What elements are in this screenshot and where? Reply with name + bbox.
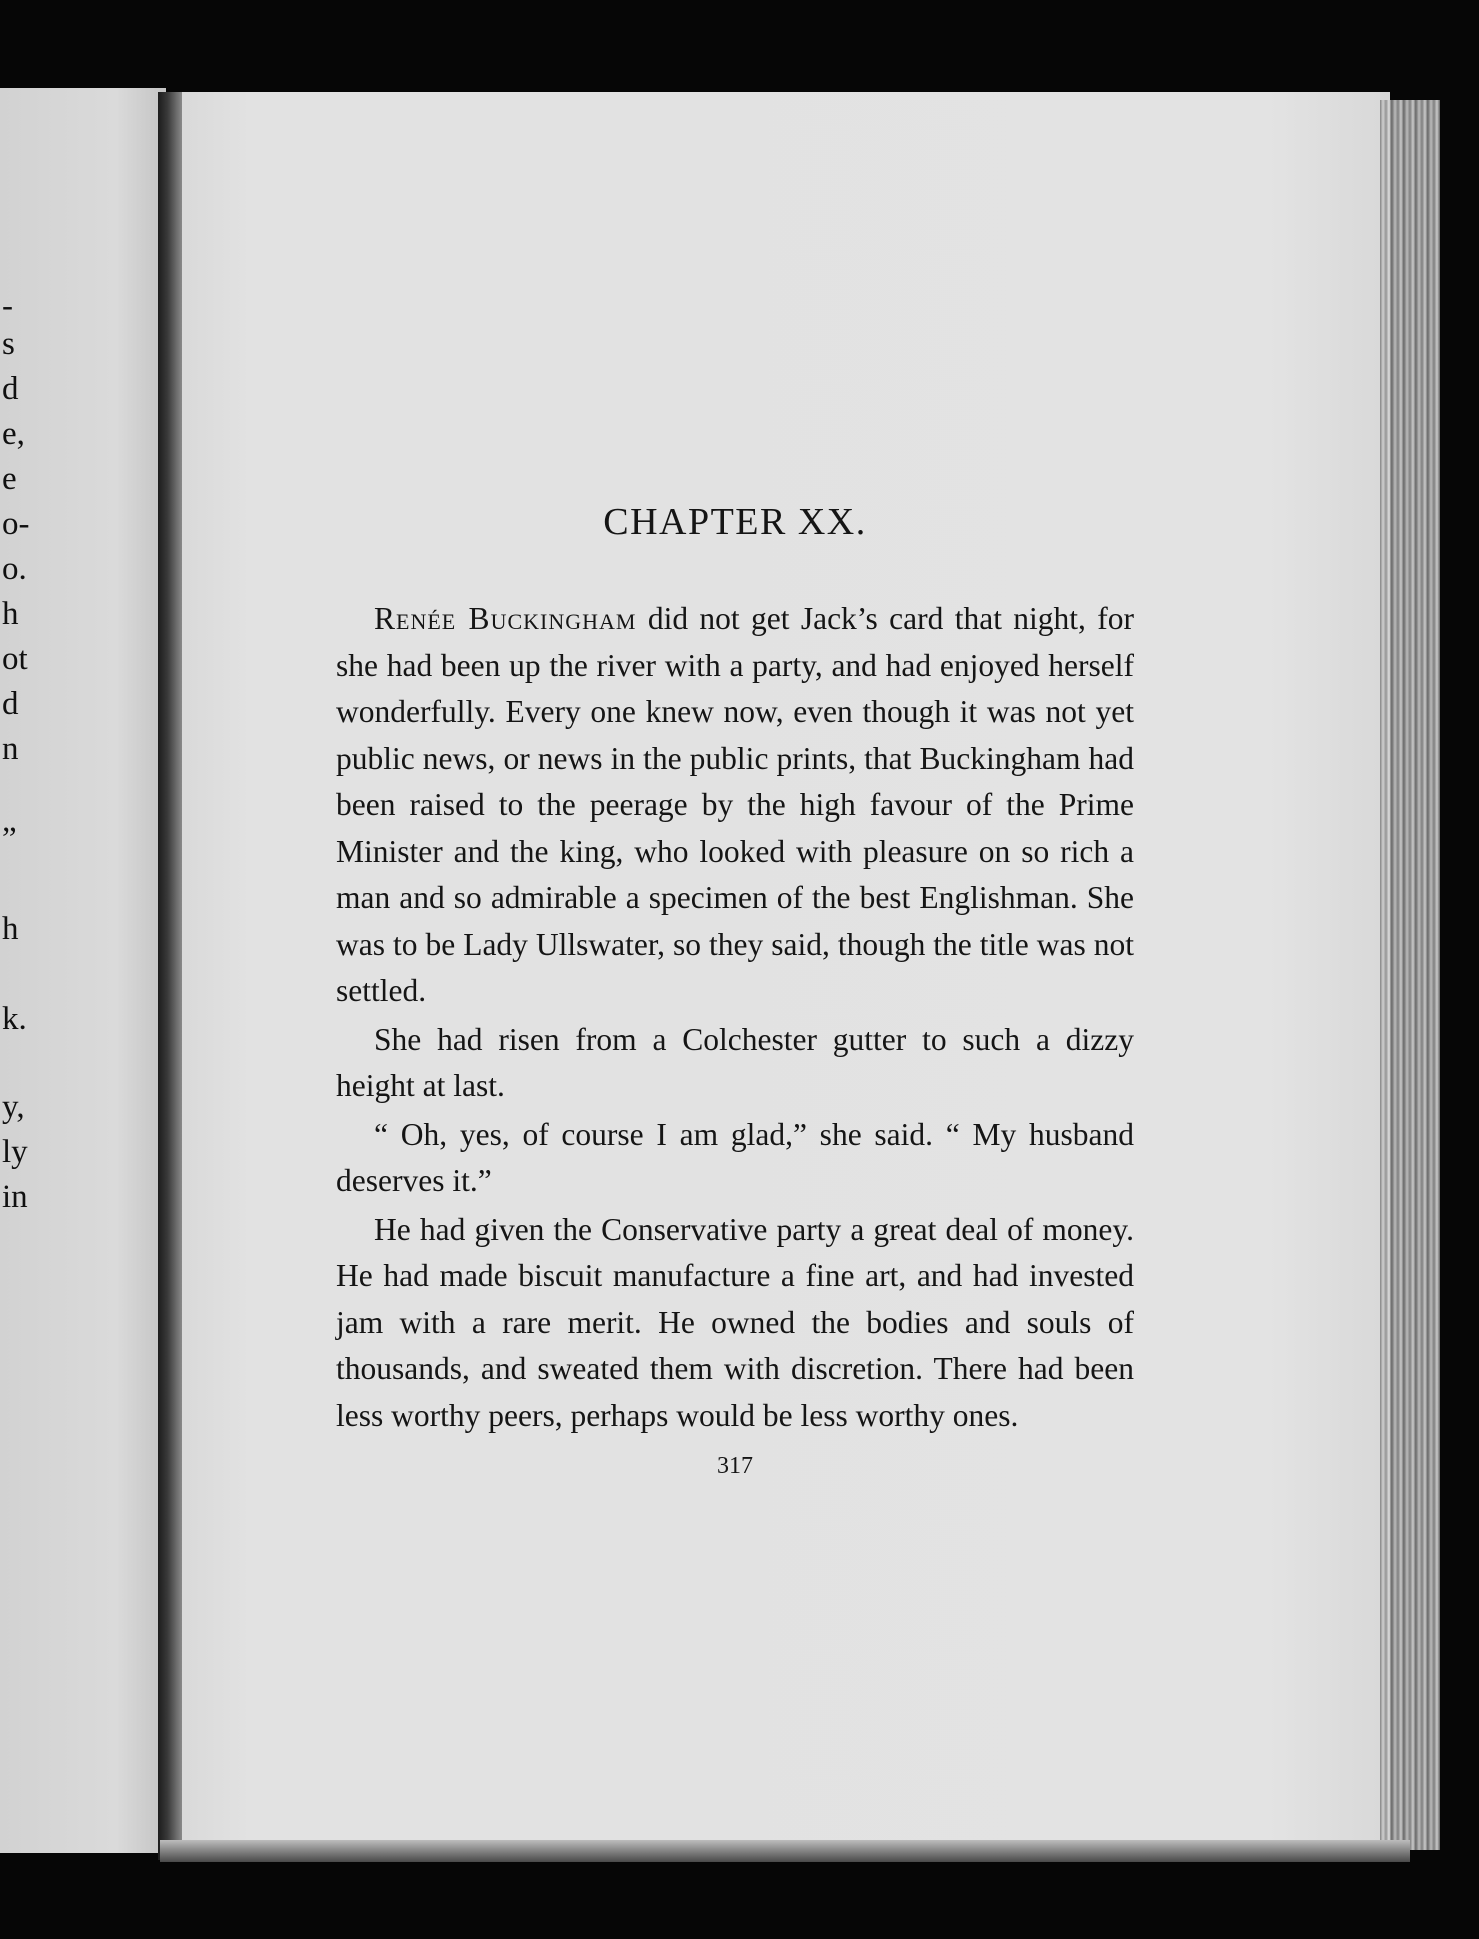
page-bottom-edge — [160, 1840, 1410, 1862]
line-ending: e — [2, 461, 17, 497]
paragraph — [336, 596, 1134, 1015]
line-ending: ot — [2, 641, 28, 677]
line-ending: h — [2, 911, 19, 947]
line-ending: n — [2, 731, 19, 767]
line-ending: o. — [2, 551, 27, 587]
paragraph: “ Oh, yes, of course I am glad,” she said. “ My husband deserves it.” — [336, 1116, 1134, 1198]
page-content — [336, 500, 1134, 1480]
left-facing-page — [0, 88, 166, 1853]
line-ending: ly — [2, 1134, 28, 1170]
opening-smallcaps: Renée Buckingham — [374, 601, 637, 636]
line-ending: h — [2, 596, 19, 632]
line-ending: k. — [2, 1001, 27, 1037]
book-spine-gutter — [158, 92, 182, 1860]
line-ending: d — [2, 371, 19, 407]
page-edges — [1380, 100, 1440, 1850]
paragraph-text: did not get Jack’s card that night, for she had been up the river with a party, and had enjoyed herself wonderfully. Every one knew now, even though it was not yet public news, or news in the public prints, that Buckingham had been raised to the peerage by the high favour of the Prime Minister and the king, who looked with pleasure on so rich a man and so admirable a specimen of the best Englishman. She was to be Lady Ullswater, so they said, though the title was not settled. — [336, 601, 1134, 1008]
page-number: 317 — [717, 1453, 753, 1479]
line-ending: in — [2, 1179, 28, 1215]
chapter-title: CHAPTER XX. — [603, 501, 867, 543]
line-ending: y, — [2, 1089, 25, 1125]
line-ending: d — [2, 686, 19, 722]
line-ending: e, — [2, 416, 25, 452]
paragraph: She had risen from a Colchester gutter to such a dizzy height at last. — [336, 1021, 1134, 1103]
line-ending: o- — [2, 506, 30, 542]
line-ending: s — [2, 326, 15, 362]
line-ending: - — [2, 288, 13, 324]
paragraph: He had given the Conservative party a great deal of money. He had made biscuit manufacture a fine art, and had invested jam with a rare merit. He owned the bodies and souls of thousands, and sweated them with discretion. There had been less worthy peers, perhaps would be less worthy ones. — [336, 1211, 1134, 1433]
line-ending: ” — [2, 821, 17, 857]
